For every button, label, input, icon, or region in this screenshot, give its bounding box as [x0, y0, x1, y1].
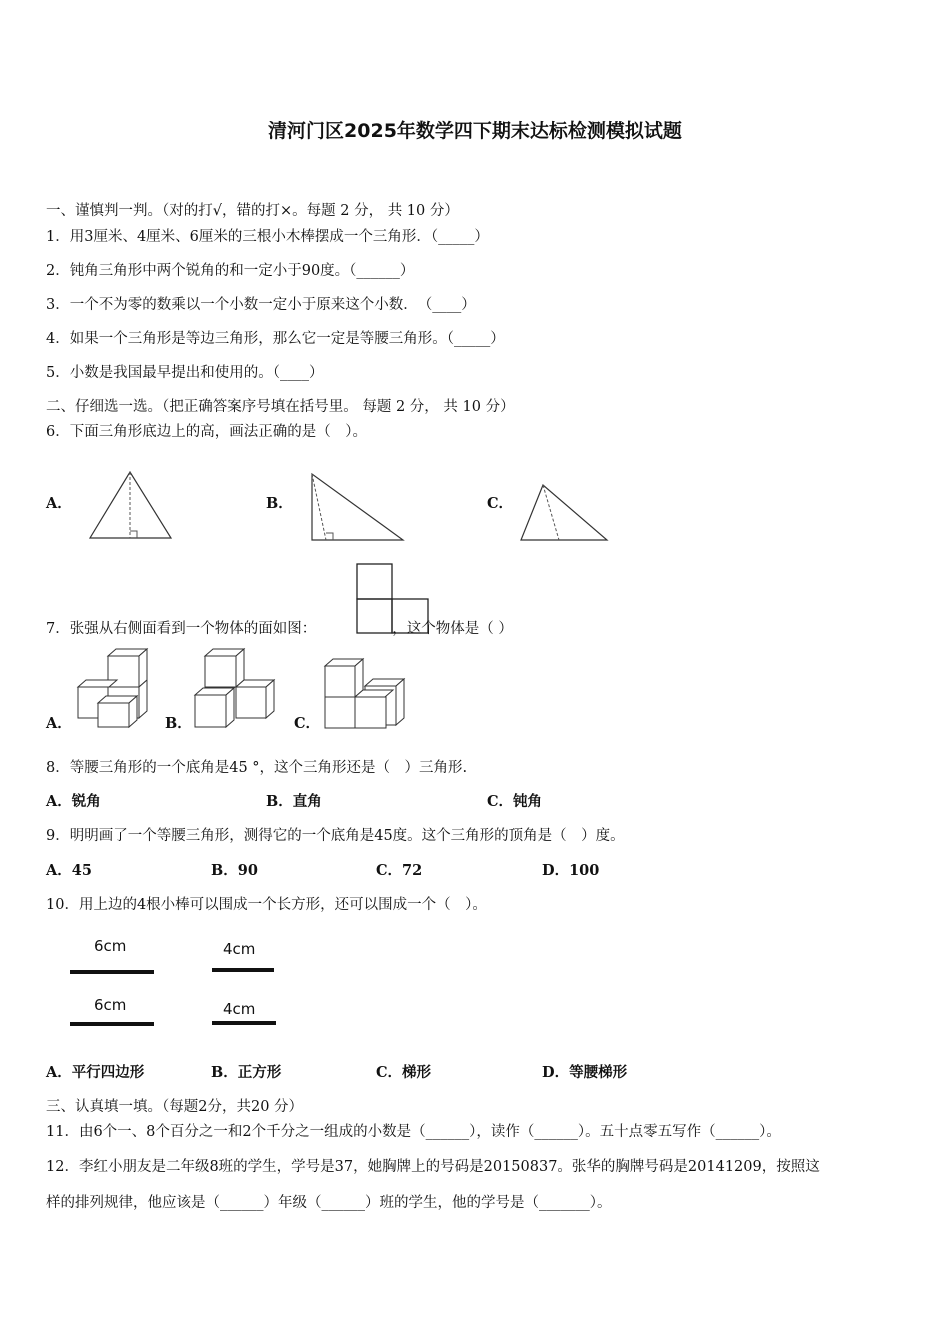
stick-3 [70, 1022, 154, 1026]
q9-option-c: C．72 [376, 862, 423, 879]
question-8: 8．等腰三角形的一个底角是45 °，这个三角形还是（ ）三角形. [46, 760, 468, 776]
section-1-header: 一、谨慎判一判。（对的打√，错的打×。每题 2 分， 共 10 分） [46, 203, 459, 219]
stick-label-2: 4cm [223, 940, 256, 958]
stick-2 [212, 968, 274, 972]
q10-option-b: B．正方形 [211, 1064, 282, 1081]
q7-cubes-b [193, 648, 279, 730]
section-2-header: 二、仔细选一选。（把正确答案序号填在括号里。 每题 2 分， 共 10 分） [46, 399, 515, 415]
question-1: 1．用3厘米、4厘米、6厘米的三根小木棒摆成一个三角形．（_____） [46, 229, 489, 245]
q9-option-b: B．90 [211, 862, 258, 879]
q9-option-a: A．45 [46, 862, 92, 879]
stick-1 [70, 970, 154, 974]
q7-cubes-a [74, 648, 154, 730]
stick-label-3: 6cm [94, 996, 127, 1014]
question-2: 2．钝角三角形中两个锐角的和一定小于90度。（______） [46, 263, 415, 279]
stick-label-1: 6cm [94, 937, 127, 955]
q6-option-c: C． [487, 495, 514, 512]
question-3: 3．一个不为零的数乘以一个小数一定小于原来这个小数． （____） [46, 297, 476, 313]
q6-option-a: A． [46, 495, 72, 512]
q7-option-a: A． [46, 715, 72, 732]
q8-option-c: C．钝角 [487, 793, 543, 810]
q6-triangle-b [308, 472, 406, 544]
question-4: 4．如果一个三角形是等边三角形，那么它一定是等腰三角形。（_____） [46, 331, 505, 347]
stick-label-4: 4cm [223, 1000, 256, 1018]
question-12-line-1: 12．李红小朋友是二年级8班的学生，学号是37，她胸牌上的号码是20150837。张华的胸牌号码是20141209，按照这 [46, 1159, 820, 1175]
q7-option-b: B． [165, 715, 192, 732]
question-9: 9．明明画了一个等腰三角形，测得它的一个底角是45度。这个三角形的顶角是（ ）度。 [46, 828, 625, 844]
q9-option-d: D．100 [542, 862, 600, 879]
q7-cubes-c [322, 656, 408, 732]
section-3-header: 三、认真填一填。（每题2分，共20 分） [46, 1099, 304, 1115]
question-5: 5．小数是我国最早提出和使用的。（____） [46, 365, 324, 381]
q6-triangle-c [519, 482, 611, 544]
q7-option-c: C． [294, 715, 321, 732]
q10-option-d: D．等腰梯形 [542, 1064, 628, 1081]
question-11: 11．由6个一、8个百分之一和2个千分之一组成的小数是（______），读作（______）。五十点零五写作（______）。 [46, 1124, 781, 1140]
q8-option-b: B．直角 [266, 793, 322, 810]
q6-triangle-a [88, 470, 174, 542]
question-10: 10．用上边的4根小棒可以围成一个长方形，还可以围成一个（ ）。 [46, 897, 487, 913]
q10-option-a: A．平行四边形 [46, 1064, 145, 1081]
question-6: 6．下面三角形底边上的高，画法正确的是（ ）。 [46, 424, 367, 440]
q8-option-a: A．锐角 [46, 793, 101, 810]
stick-4 [212, 1021, 276, 1025]
question-7: 7．张强从右侧面看到一个物体的面如图： ，这个物体是（ ） [46, 621, 513, 637]
q10-option-c: C．梯形 [376, 1064, 432, 1081]
page-title: 清河门区2025年数学四下期末达标检测模拟试题 [268, 120, 682, 142]
q6-option-b: B． [266, 495, 293, 512]
question-12-line-2: 样的排列规律，他应该是（______）年级（______）班的学生，他的学号是（_______）。 [46, 1195, 612, 1211]
